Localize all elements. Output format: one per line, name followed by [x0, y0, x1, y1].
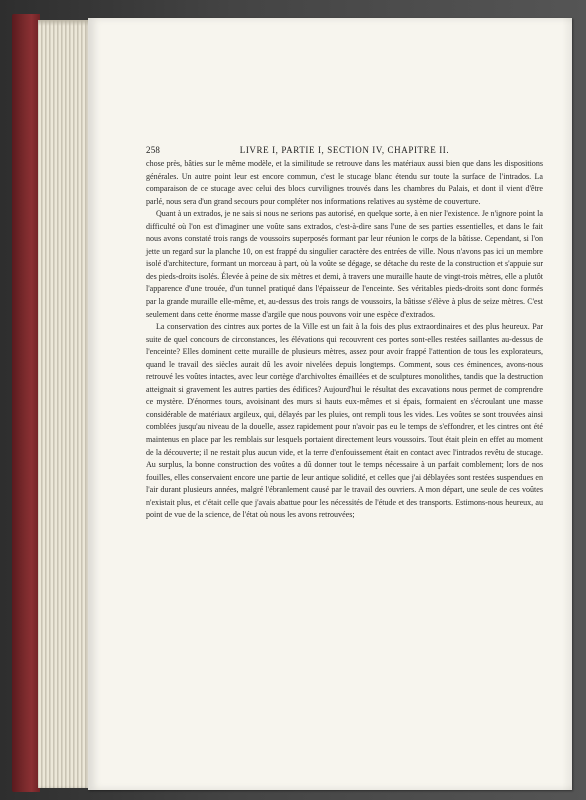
paragraph: chose près, bâties sur le même modèle, et la similitude se retrouve dans les matériaux aussi bien que dans les dispositions générales. Un autre point leur est encore commun, c'est le stucage blanc étendu sur toute la surface de l'intrados. La comparaison de ce stucage avec celui des blocs curvilignes trouvés dans les chambres du Palais, et dont il vient d'être parlé, nous sera d'un grand secours pour compléter nos informations relatives au système de couverture. [146, 159, 543, 206]
page-shadow [562, 18, 572, 790]
body-text [146, 158, 543, 522]
page-block-edges [38, 20, 90, 788]
page-header [146, 145, 543, 157]
page-number: 258 [146, 145, 161, 155]
book-cover-edge [12, 14, 40, 792]
paragraph: Quant à un extrados, je ne sais si nous ne serions pas autorisé, en quelque sorte, à en nier l'existence. Je n'ignore point la difficulté où l'on est d'imaginer une voûte sans extrados, c'est-à-dire sans l'une de ses parties essentielles, et dans le fait nous avons constaté trois rangs de voussoirs superposés formant par leur réunion le corps de la bâtisse. Cependant, si l'on jette un regard sur la planche 10, on est frappé du singulier caractère des entrées de ville. Nous n'avons pas ici un membre isolé d'architecture, formant un morceau à part, où la voûte se dégage, se détache du reste de la construction et s'appuie sur des pieds-droits isolés. Élevée à peine de six mètres et demi, à travers une muraille haute de vingt-trois mètres, elle a plutôt l'apparence d'une trouée, d'un tunnel pratiqué dans l'épaisseur de l'enceinte. Ses véritables pieds-droits sont donc formés par la grande muraille elle-même, et, au-dessus des trois rangs de voussoirs, la bâtisse s'élève à plus de seize mètres. C'est seulement dans cette énorme masse d'argile que nous pouvons voir une espèce d'extrados. [146, 209, 543, 319]
paragraph: La conservation des cintres aux portes de la Ville est un fait à la fois des plus extraordinaires et des plus heureux. Par suite de quel concours de circonstances, les élévations qui recouvrent ces portes sont-elles restées saillantes au-dessus de l'enceinte? Elles dominent cette muraille de plusieurs mètres, assez pour avoir frappé l'attention de tous les explorateurs, quand le travail des siècles aurait dû les avoir nivelées depuis longtemps. Comment, sous ces éminences, avons-nous retrouvé les voûtes intactes, avec leur cortège d'archivoltes émaillées et de sculptures monolithes, tandis que la destruction atteignait si gravement les autres parties des édifices? Aujourd'hui le résultat des excavations nous permet de comprendre ce mystère. D'énormes tours, avoisinant des murs si hauts eux-mêmes et si épais, formaient en s'écroulant une masse considérable de matériaux argileux, qui, délayés par les pluies, ont rempli tous les vides. Les voûtes se sont trouvées ainsi comblées jusqu'au niveau de la douelle, assez rapidement pour n'avoir pas eu le temps de s'effondrer, et les cintres ont été maintenus en place par les remblais sur lesquels portaient directement leurs voussoirs. Tout était plein en effet au moment de la découverte; il ne restait plus aucun vide, et la terre d'enfouissement était en contact avec l'intrados revêtu de stucage. Au surplus, la bonne construction des voûtes a dû donner tout le temps nécessaire à un parfait comblement; lors de nos fouilles, elles conservaient encore une partie de leur antique solidité, et celles que j'ai déblayées sont restées suspendues en l'air durant plusieurs années, malgré l'ébranlement causé par le travail des ouvriers. A mon départ, une seule de ces voûtes n'existait plus, et c'était celle que j'avais abattue pour les nécessités de l'étude et des transports. Estimons-nous heureux, au point de vue de la science, de l'état où nous les avons retrouvées; [146, 322, 543, 520]
running-head: LIVRE I, PARTIE I, SECTION IV, CHAPITRE II. [239, 145, 450, 155]
